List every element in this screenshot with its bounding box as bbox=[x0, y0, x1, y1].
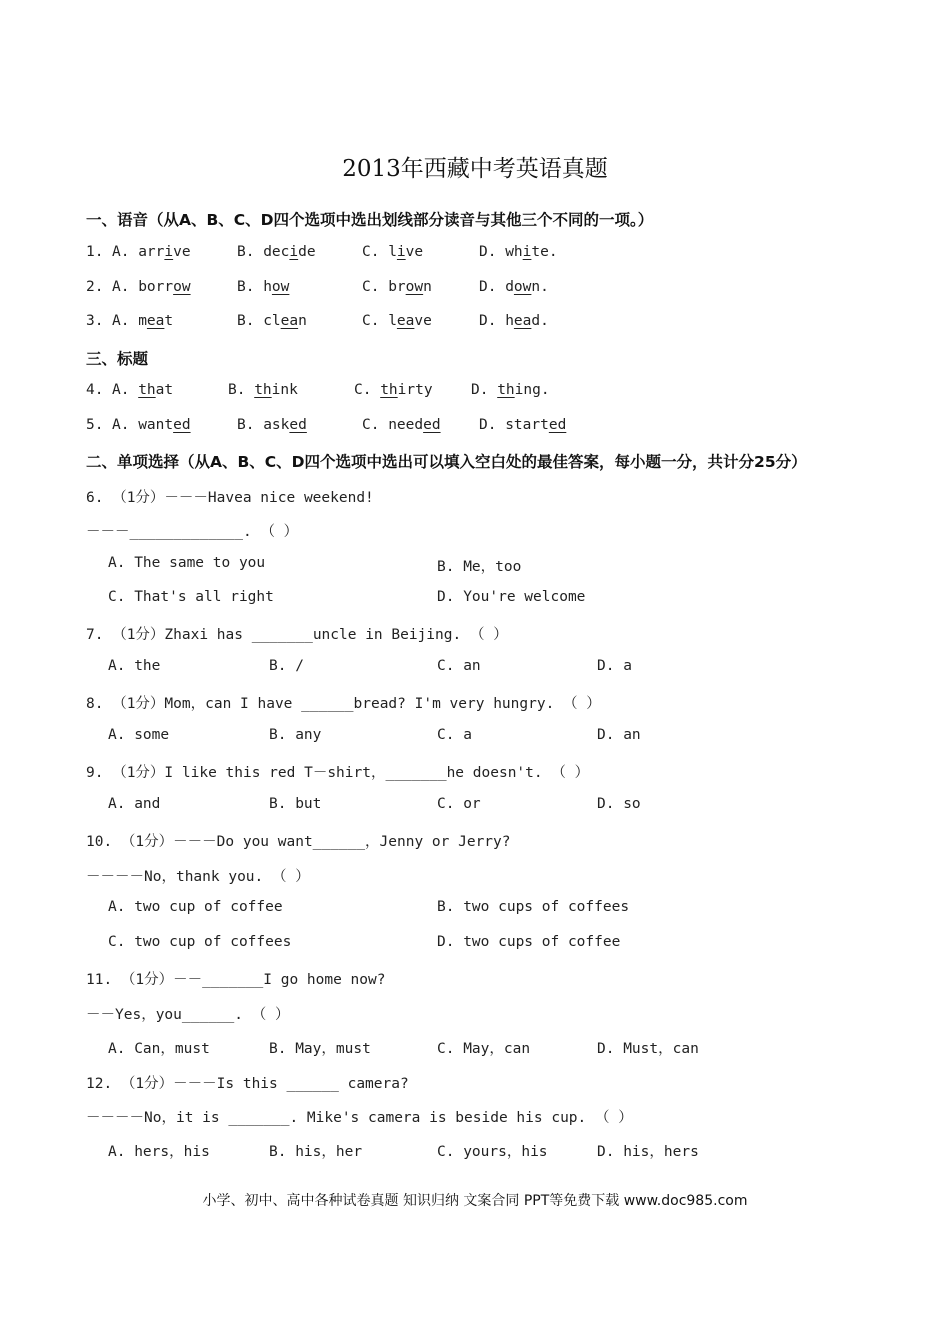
question-stem: －－Yes，you______. （ ） bbox=[86, 1007, 290, 1023]
choice-option: D. Must，can bbox=[597, 1041, 699, 1057]
question-stem: 10. （1分）－－－Do you want______，Jenny or Jerry? bbox=[86, 834, 511, 850]
question-stem: －－－－No，it is _______. Mike's camera is beside his cup. （ ） bbox=[86, 1110, 633, 1126]
choice-option: A. Can，must bbox=[108, 1041, 210, 1057]
choice-option: B. any bbox=[269, 727, 322, 743]
choice-option: D. a bbox=[597, 658, 632, 674]
phonetic-option: C. leave bbox=[362, 313, 432, 329]
phonetic-option: A. meat bbox=[112, 313, 174, 329]
question-stem: 12. （1分）－－－Is this ______ camera? bbox=[86, 1076, 409, 1092]
question-number: 5. bbox=[86, 417, 104, 433]
choice-option: D. his，hers bbox=[597, 1144, 699, 1160]
phonetic-option: C. brown bbox=[362, 279, 432, 295]
phonetic-option: A. arrive bbox=[112, 244, 191, 260]
choice-option: C. a bbox=[437, 727, 472, 743]
choice-option: C. two cup of coffees bbox=[108, 934, 292, 950]
choice-option: C. That's all right bbox=[108, 589, 274, 605]
choice-option: D. an bbox=[597, 727, 641, 743]
choice-option: C. May，can bbox=[437, 1041, 531, 1057]
choice-option: A. two cup of coffee bbox=[108, 899, 283, 915]
section-heading-3: 三、标题 bbox=[86, 350, 149, 368]
phonetic-option: B. asked bbox=[237, 417, 307, 433]
phonetic-option: B. decide bbox=[237, 244, 316, 260]
choice-option: B. Me，too bbox=[437, 559, 522, 575]
phonetic-option: D. started bbox=[479, 417, 567, 433]
phonetic-option: B. think bbox=[228, 382, 298, 398]
choice-option: B. his，her bbox=[269, 1144, 363, 1160]
section-single-choice-heading: 二、单项选择（从A、B、C、D四个选项中选出可以填入空白处的最佳答案，每小题一分，共计分25分） bbox=[86, 453, 807, 471]
phonetic-option: A. that bbox=[112, 382, 174, 398]
question-stem: 6. （1分）－－－Havea nice weekend! bbox=[86, 490, 374, 506]
question-number: 2. bbox=[86, 279, 104, 295]
choice-option: C. yours，his bbox=[437, 1144, 548, 1160]
choice-option: C. an bbox=[437, 658, 481, 674]
choice-option: D. You're welcome bbox=[437, 589, 586, 605]
choice-option: A. hers，his bbox=[108, 1144, 210, 1160]
question-stem: 11. （1分）－－_______I go home now? bbox=[86, 972, 386, 988]
choice-option: A. the bbox=[108, 658, 161, 674]
page-title: 2013年西藏中考英语真题 bbox=[342, 156, 608, 182]
phonetic-option: B. clean bbox=[237, 313, 307, 329]
phonetic-option: D. head. bbox=[479, 313, 549, 329]
phonetic-option: C. thirty bbox=[354, 382, 433, 398]
question-number: 3. bbox=[86, 313, 104, 329]
choice-option: A. some bbox=[108, 727, 170, 743]
section-phonetics-heading: 一、语音（从A、B、C、D四个选项中选出划线部分读音与其他三个不同的一项。） bbox=[86, 211, 654, 229]
choice-option: C. or bbox=[437, 796, 481, 812]
choice-option: B. / bbox=[269, 658, 304, 674]
phonetic-option: A. borrow bbox=[112, 279, 191, 295]
choice-option: A. and bbox=[108, 796, 161, 812]
question-stem: 7. （1分）Zhaxi has _______uncle in Beijing. （ ） bbox=[86, 627, 508, 643]
phonetic-option: B. how bbox=[237, 279, 290, 295]
choice-option: B. but bbox=[269, 796, 322, 812]
question-stem: －－－－No，thank you. （ ） bbox=[86, 869, 310, 885]
phonetic-option: C. live bbox=[362, 244, 424, 260]
phonetic-option: A. wanted bbox=[112, 417, 191, 433]
question-number: 4. bbox=[86, 382, 104, 398]
choice-option: D. so bbox=[597, 796, 641, 812]
phonetic-option: D. white. bbox=[479, 244, 558, 260]
question-stem: 8. （1分）Mom，can I have ______bread? I'm very hungry. （ ） bbox=[86, 696, 601, 712]
choice-option: D. two cups of coffee bbox=[437, 934, 621, 950]
question-stem: －－－_____________. （ ） bbox=[86, 524, 299, 540]
choice-option: A. The same to you bbox=[108, 555, 266, 571]
page-footer: 小学、初中、高中各种试卷真题 知识归纳 文案合同 PPT等免费下载 www.doc985.com bbox=[202, 1193, 748, 1209]
phonetic-option: D. down. bbox=[479, 279, 549, 295]
question-number: 1. bbox=[86, 244, 104, 260]
choice-option: B. two cups of coffees bbox=[437, 899, 630, 915]
choice-option: B. May，must bbox=[269, 1041, 371, 1057]
phonetic-option: D. thing. bbox=[471, 382, 550, 398]
phonetic-option: C. needed bbox=[362, 417, 441, 433]
question-stem: 9. （1分）I like this red T－shirt，_______he doesn't. （ ） bbox=[86, 765, 590, 781]
